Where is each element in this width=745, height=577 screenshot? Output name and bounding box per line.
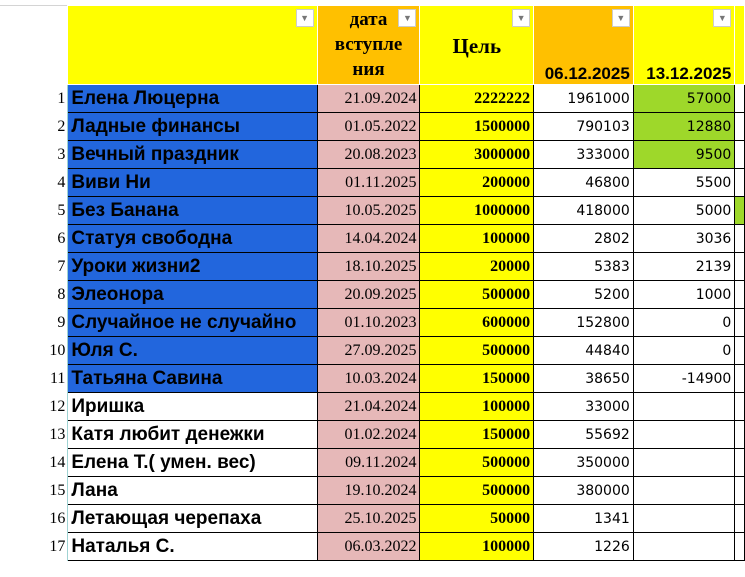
cell-name[interactable]: Лана bbox=[68, 477, 317, 505]
cell-value-06-12[interactable]: 418000 bbox=[534, 197, 634, 225]
cell-goal[interactable]: 600000 bbox=[420, 309, 534, 337]
cell-join-date[interactable]: 01.05.2022 bbox=[317, 113, 420, 141]
cell-goal[interactable]: 100000 bbox=[420, 533, 534, 561]
cell-name[interactable]: Елена Люцерна bbox=[68, 85, 317, 113]
header-goal-label: Цель bbox=[452, 34, 502, 58]
cell-value-06-12[interactable]: 44840 bbox=[534, 337, 634, 365]
cell-value-06-12[interactable]: 333000 bbox=[534, 141, 634, 169]
cell-goal[interactable]: 200000 bbox=[420, 169, 534, 197]
cell-value-06-12[interactable]: 350000 bbox=[534, 449, 634, 477]
filter-dropdown-icon[interactable]: ▼ bbox=[512, 9, 530, 27]
cell-next[interactable] bbox=[735, 533, 745, 561]
header-join-date-line: вступле bbox=[334, 34, 403, 55]
row-number-blank bbox=[0, 6, 68, 85]
cell-value-06-12[interactable]: 46800 bbox=[534, 169, 634, 197]
row-number: 14 bbox=[0, 449, 68, 477]
cell-join-date[interactable]: 20.08.2023 bbox=[317, 141, 420, 169]
header-goal bbox=[420, 6, 534, 85]
cell-join-date[interactable]: 20.09.2025 bbox=[317, 281, 420, 309]
cell-next[interactable] bbox=[735, 113, 745, 141]
cell-value-13-12[interactable]: 9500 bbox=[633, 141, 735, 169]
cell-next[interactable] bbox=[735, 365, 745, 393]
row-number: 9 bbox=[0, 309, 68, 337]
cell-join-date[interactable]: 14.04.2024 bbox=[317, 225, 420, 253]
row-number: 2 bbox=[0, 113, 68, 141]
cell-name[interactable]: Виви Ни bbox=[68, 169, 317, 197]
cell-value-13-12[interactable] bbox=[633, 505, 735, 533]
cell-join-date[interactable]: 18.10.2025 bbox=[317, 253, 420, 281]
cell-name[interactable]: Статуя свободна bbox=[68, 225, 317, 253]
cell-value-13-12[interactable]: 1000 bbox=[633, 281, 735, 309]
cell-value-06-12[interactable]: 5383 bbox=[534, 253, 634, 281]
cell-join-date[interactable]: 01.10.2023 bbox=[317, 309, 420, 337]
row-number: 10 bbox=[0, 337, 68, 365]
cell-name[interactable]: Вечный праздник bbox=[68, 141, 317, 169]
cell-value-13-12[interactable]: -14900 bbox=[633, 365, 735, 393]
filter-dropdown-icon[interactable]: ▼ bbox=[296, 9, 314, 27]
cell-goal[interactable]: 1000000 bbox=[420, 197, 534, 225]
table-row bbox=[0, 281, 745, 309]
cell-value-06-12[interactable]: 1961000 bbox=[534, 85, 634, 113]
data-table bbox=[0, 5, 745, 561]
cell-goal[interactable]: 150000 bbox=[420, 421, 534, 449]
table-row bbox=[0, 141, 745, 169]
header-join-date bbox=[317, 6, 420, 85]
cell-value-13-12[interactable]: 5000 bbox=[633, 197, 735, 225]
header-row bbox=[0, 6, 745, 85]
header-join-date-line: дата bbox=[349, 9, 388, 30]
row-number: 12 bbox=[0, 393, 68, 421]
table-row bbox=[0, 225, 745, 253]
cell-name[interactable]: Случайное не случайно bbox=[68, 309, 317, 337]
cell-join-date[interactable]: 01.02.2024 bbox=[317, 421, 420, 449]
cell-goal[interactable]: 20000 bbox=[420, 253, 534, 281]
row-number: 1 bbox=[0, 85, 68, 113]
header-next-column bbox=[735, 6, 745, 85]
cell-value-13-12[interactable]: 2139 bbox=[633, 253, 735, 281]
cell-next[interactable] bbox=[735, 393, 745, 421]
cell-next[interactable] bbox=[735, 309, 745, 337]
header-name bbox=[68, 6, 317, 85]
table-row bbox=[0, 505, 745, 533]
cell-value-06-12[interactable]: 380000 bbox=[534, 477, 634, 505]
cell-join-date[interactable]: 19.10.2024 bbox=[317, 477, 420, 505]
cell-value-06-12[interactable]: 55692 bbox=[534, 421, 634, 449]
table-row bbox=[0, 477, 745, 505]
filter-dropdown-icon[interactable]: ▼ bbox=[713, 9, 731, 27]
row-number: 8 bbox=[0, 281, 68, 309]
cell-join-date[interactable]: 25.10.2025 bbox=[317, 505, 420, 533]
cell-goal[interactable]: 500000 bbox=[420, 449, 534, 477]
cell-value-13-12[interactable] bbox=[633, 393, 735, 421]
cell-value-13-12[interactable]: 3036 bbox=[633, 225, 735, 253]
cell-value-06-12[interactable]: 33000 bbox=[534, 393, 634, 421]
cell-join-date[interactable]: 10.05.2025 bbox=[317, 197, 420, 225]
cell-next[interactable] bbox=[735, 505, 745, 533]
header-date-1-label: 06.12.2025 bbox=[544, 64, 630, 83]
row-number: 16 bbox=[0, 505, 68, 533]
row-number: 13 bbox=[0, 421, 68, 449]
cell-goal[interactable]: 500000 bbox=[420, 281, 534, 309]
row-number: 7 bbox=[0, 253, 68, 281]
cell-next[interactable] bbox=[735, 253, 745, 281]
header-date-1 bbox=[534, 6, 634, 85]
cell-name[interactable]: Без Банана bbox=[68, 197, 317, 225]
cell-goal[interactable]: 3000000 bbox=[420, 141, 534, 169]
cell-value-13-12[interactable] bbox=[633, 477, 735, 505]
cell-join-date[interactable]: 06.03.2022 bbox=[317, 533, 420, 561]
header-join-date-line: ния bbox=[352, 59, 385, 80]
cell-next[interactable] bbox=[735, 169, 745, 197]
row-number: 15 bbox=[0, 477, 68, 505]
cell-value-13-12[interactable] bbox=[633, 449, 735, 477]
row-number: 17 bbox=[0, 533, 68, 561]
cell-value-06-12[interactable]: 5200 bbox=[534, 281, 634, 309]
table-row bbox=[0, 113, 745, 141]
cell-next[interactable] bbox=[735, 477, 745, 505]
cell-name[interactable]: Летающая черепаха bbox=[68, 505, 317, 533]
cell-name[interactable]: Катя любит денежки bbox=[68, 421, 317, 449]
cell-name[interactable]: Елена Т.( умен. вес) bbox=[68, 449, 317, 477]
cell-next[interactable] bbox=[735, 337, 745, 365]
cell-value-06-12[interactable]: 2802 bbox=[534, 225, 634, 253]
cell-join-date[interactable]: 21.09.2024 bbox=[317, 85, 420, 113]
cell-value-06-12[interactable]: 38650 bbox=[534, 365, 634, 393]
cell-value-13-12[interactable]: 57000 bbox=[633, 85, 735, 113]
cell-value-13-12[interactable]: 0 bbox=[633, 309, 735, 337]
cell-goal[interactable]: 50000 bbox=[420, 505, 534, 533]
cell-name[interactable]: Юля С. bbox=[68, 337, 317, 365]
table-row bbox=[0, 309, 745, 337]
cell-goal[interactable]: 500000 bbox=[420, 337, 534, 365]
cell-goal[interactable]: 2222222 bbox=[420, 85, 534, 113]
cell-goal[interactable]: 1500000 bbox=[420, 113, 534, 141]
cell-next[interactable] bbox=[735, 281, 745, 309]
cell-next[interactable] bbox=[735, 197, 745, 225]
row-number: 4 bbox=[0, 169, 68, 197]
cell-value-06-12[interactable]: 790103 bbox=[534, 113, 634, 141]
cell-value-13-12[interactable]: 12880 bbox=[633, 113, 735, 141]
cell-next[interactable] bbox=[735, 449, 745, 477]
table-row bbox=[0, 85, 745, 113]
cell-value-13-12[interactable]: 0 bbox=[633, 337, 735, 365]
table-row bbox=[0, 421, 745, 449]
cell-name[interactable]: Уроки жизни2 bbox=[68, 253, 317, 281]
cell-next[interactable] bbox=[735, 421, 745, 449]
table-row bbox=[0, 197, 745, 225]
filter-dropdown-icon[interactable]: ▼ bbox=[398, 9, 416, 27]
cell-value-06-12[interactable]: 1341 bbox=[534, 505, 634, 533]
cell-join-date[interactable]: 01.11.2025 bbox=[317, 169, 420, 197]
cell-join-date[interactable]: 09.11.2024 bbox=[317, 449, 420, 477]
cell-name[interactable]: Наталья С. bbox=[68, 533, 317, 561]
row-number: 3 bbox=[0, 141, 68, 169]
cell-value-13-12[interactable]: 5500 bbox=[633, 169, 735, 197]
header-date-2-label: 13.12.2025 bbox=[646, 64, 732, 83]
cell-join-date[interactable]: 27.09.2025 bbox=[317, 337, 420, 365]
cell-goal[interactable]: 500000 bbox=[420, 477, 534, 505]
cell-value-13-12[interactable] bbox=[633, 421, 735, 449]
cell-next[interactable] bbox=[735, 141, 745, 169]
filter-dropdown-icon[interactable]: ▼ bbox=[612, 9, 630, 27]
row-number: 11 bbox=[0, 365, 68, 393]
row-number: 6 bbox=[0, 225, 68, 253]
cell-name[interactable]: Татьяна Савина bbox=[68, 365, 317, 393]
table-row bbox=[0, 365, 745, 393]
cell-name[interactable]: Элеонора bbox=[68, 281, 317, 309]
cell-join-date[interactable]: 10.03.2024 bbox=[317, 365, 420, 393]
cell-value-06-12[interactable]: 152800 bbox=[534, 309, 634, 337]
table-row bbox=[0, 393, 745, 421]
cell-goal[interactable]: 100000 bbox=[420, 225, 534, 253]
cell-next[interactable] bbox=[735, 225, 745, 253]
cell-goal[interactable]: 100000 bbox=[420, 393, 534, 421]
table-row bbox=[0, 449, 745, 477]
table-row bbox=[0, 169, 745, 197]
cell-name[interactable]: Иришка bbox=[68, 393, 317, 421]
table-row bbox=[0, 533, 745, 561]
cell-goal[interactable]: 150000 bbox=[420, 365, 534, 393]
cell-join-date[interactable]: 21.04.2024 bbox=[317, 393, 420, 421]
cell-value-06-12[interactable]: 1226 bbox=[534, 533, 634, 561]
table-row bbox=[0, 337, 745, 365]
row-number: 5 bbox=[0, 197, 68, 225]
cell-next[interactable] bbox=[735, 85, 745, 113]
cell-name[interactable]: Ладные финансы bbox=[68, 113, 317, 141]
table-row bbox=[0, 253, 745, 281]
cell-value-13-12[interactable] bbox=[633, 533, 735, 561]
header-date-2 bbox=[633, 6, 735, 85]
